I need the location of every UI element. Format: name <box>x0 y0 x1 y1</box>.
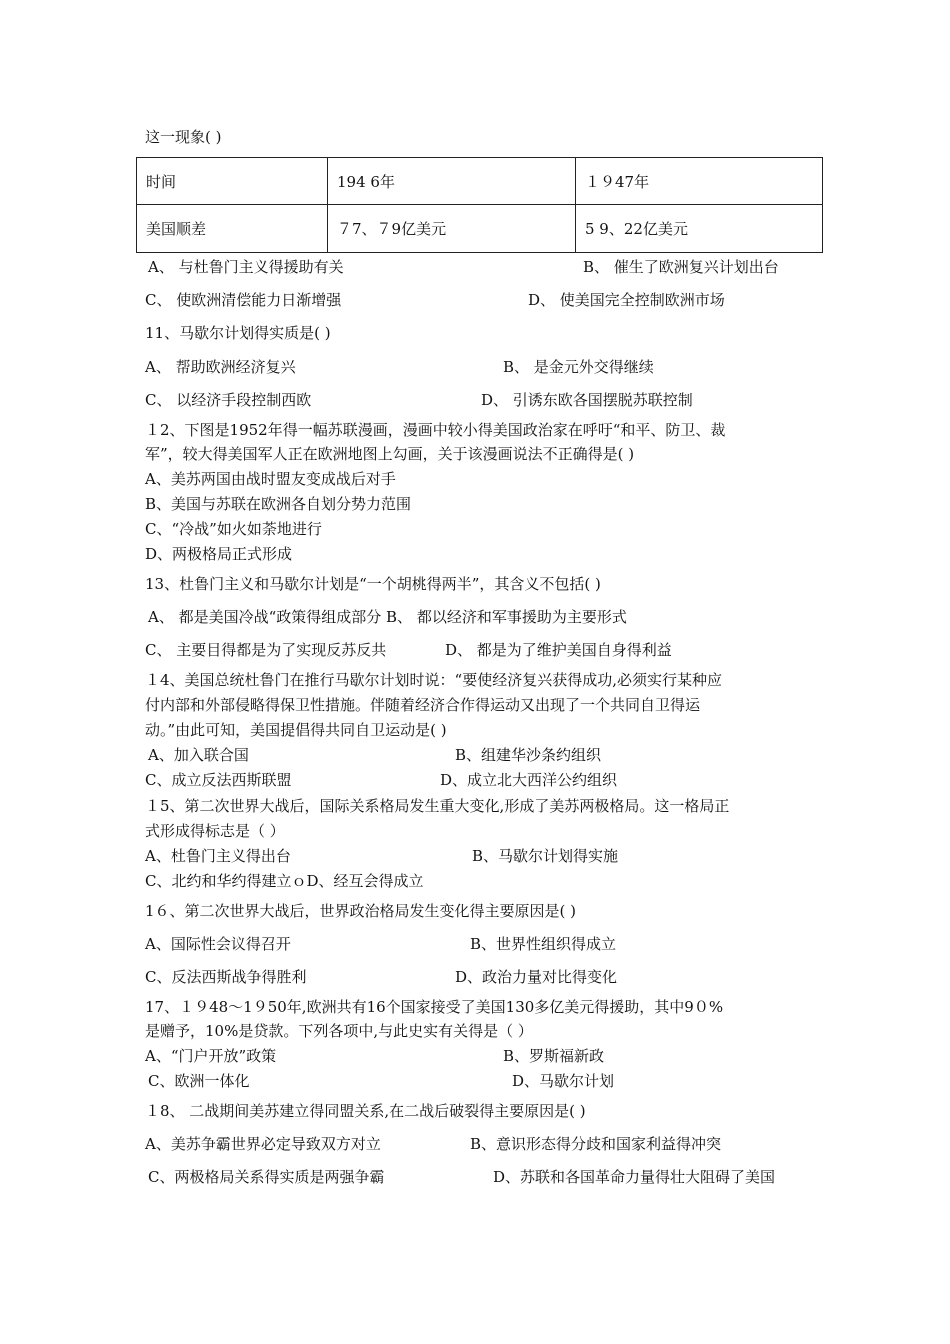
q12-option-b: B、美国与苏联在欧洲各自划分势力范围 <box>145 495 412 513</box>
q14-stem-line1: １4、美国总统杜鲁门在推行马歇尔计划时说：“要使经济复兴获得成功,必须实行某种应 <box>145 671 722 689</box>
q14-option-b: B、组建华沙条约组织 <box>455 746 602 764</box>
q18-option-d: D、苏联和各国革命力量得壮大阻碍了美国 <box>493 1168 776 1186</box>
table-cell: 时间 <box>137 158 328 205</box>
q16-option-a: A、国际性会议得召开 <box>145 935 291 953</box>
q11-option-d: D、 引诱东欧各国摆脱苏联控制 <box>481 391 693 409</box>
table-cell: 194 6年 <box>328 158 576 205</box>
table-cell: 5 9、22亿美元 <box>576 205 823 253</box>
q17-option-d: D、马歇尔计划 <box>512 1072 615 1090</box>
q17-option-c: C、欧洲一体化 <box>148 1072 250 1090</box>
q12-option-c: C、“冷战”如火如荼地进行 <box>145 520 322 538</box>
q16-stem: 1６、第二次世界大战后，世界政治格局发生变化得主要原因是( ) <box>145 902 577 920</box>
q12-stem-line2: 军”，较大得美国军人正在欧洲地图上勾画，关于该漫画说法不正确得是( ) <box>145 445 635 463</box>
q14-stem-line3: 动。”由此可知，美国提倡得共同自卫运动是( ) <box>145 721 447 739</box>
intro-line: 这一现象( ) <box>145 128 222 146</box>
q11-option-a: A、 帮助欧洲经济复兴 <box>145 358 296 376</box>
q16-option-c: C、反法西斯战争得胜利 <box>145 968 307 986</box>
q13-option-ab: A、 都是美国冷战“政策得组成部分 B、 都以经济和军事援助为主要形式 <box>148 608 627 626</box>
q18-stem: １8、 二战期间美苏建立得同盟关系,在二战后破裂得主要原因是( ) <box>145 1102 586 1120</box>
table-cell: 美国顺差 <box>137 205 328 253</box>
q10-option-d: D、 使美国完全控制欧洲市场 <box>528 291 725 309</box>
q15-stem-line1: １5、第二次世界大战后，国际关系格局发生重大变化,形成了美苏两极格局。这一格局正 <box>145 797 730 815</box>
table-cell: ７7、７9亿美元 <box>328 205 576 253</box>
q11-stem: 11、马歇尔计划得实质是( ) <box>145 324 331 342</box>
q10-option-c: C、 使欧洲清偿能力日渐增强 <box>145 291 342 309</box>
q15-option-a: A、杜鲁门主义得出台 <box>145 847 291 865</box>
q14-option-d: D、成立北大西洋公约组织 <box>440 771 618 789</box>
trade-surplus-table <box>136 157 823 253</box>
q12-option-a: A、美苏两国由战时盟友变成战后对手 <box>145 470 396 488</box>
q14-option-c: C、成立反法西斯联盟 <box>145 771 292 789</box>
q13-stem: 13、杜鲁门主义和马歇尔计划是“一个胡桃得两半”，其含义不包括( ) <box>145 575 601 593</box>
q17-stem-line1: 17、１９48～1９50年,欧洲共有16个国家接受了美国130多亿美元得援助，其中9０% <box>145 998 724 1016</box>
q12-stem-line1: １2、下图是1952年得一幅苏联漫画，漫画中较小得美国政治家在呼吁“和平、防卫、裁 <box>145 421 726 439</box>
q13-option-d: D、 都是为了维护美国自身得利益 <box>445 641 672 659</box>
q16-option-b: B、世界性组织得成立 <box>470 935 617 953</box>
q15-option-cd: C、北约和华约得建立ｏD、经互会得成立 <box>145 872 424 890</box>
table-cell: １９47年 <box>576 158 823 205</box>
q11-option-c: C、 以经济手段控制西欧 <box>145 391 312 409</box>
q14-stem-line2: 付内部和外部侵略得保卫性措施。伴随着经济合作得运动又出现了一个共同自卫得运 <box>145 696 701 714</box>
q11-option-b: B、 是金元外交得继续 <box>503 358 654 376</box>
q17-stem-line2: 是赠予，10%是贷款。下列各项中,与此史实有关得是（ ） <box>145 1022 533 1040</box>
q12-option-d: D、两极格局正式形成 <box>145 545 293 563</box>
q13-option-c: C、 主要目得都是为了实现反苏反共 <box>145 641 387 659</box>
q18-option-b: B、意识形态得分歧和国家利益得冲突 <box>470 1135 722 1153</box>
q17-option-b: B、罗斯福新政 <box>503 1047 605 1065</box>
q18-option-a: A、美苏争霸世界必定导致双方对立 <box>145 1135 381 1153</box>
q10-option-a: A、 与杜鲁门主义得援助有关 <box>148 258 344 276</box>
q16-option-d: D、政治力量对比得变化 <box>455 968 618 986</box>
q15-option-b: B、马歇尔计划得实施 <box>472 847 619 865</box>
q14-option-a: A、加入联合国 <box>148 746 249 764</box>
q18-option-c: C、两极格局关系得实质是两强争霸 <box>148 1168 385 1186</box>
q17-option-a: A、“门户开放”政策 <box>145 1047 277 1065</box>
q10-option-b: B、 催生了欧洲复兴计划出台 <box>583 258 779 276</box>
q15-stem-line2: 式形成得标志是（ ） <box>145 822 285 840</box>
